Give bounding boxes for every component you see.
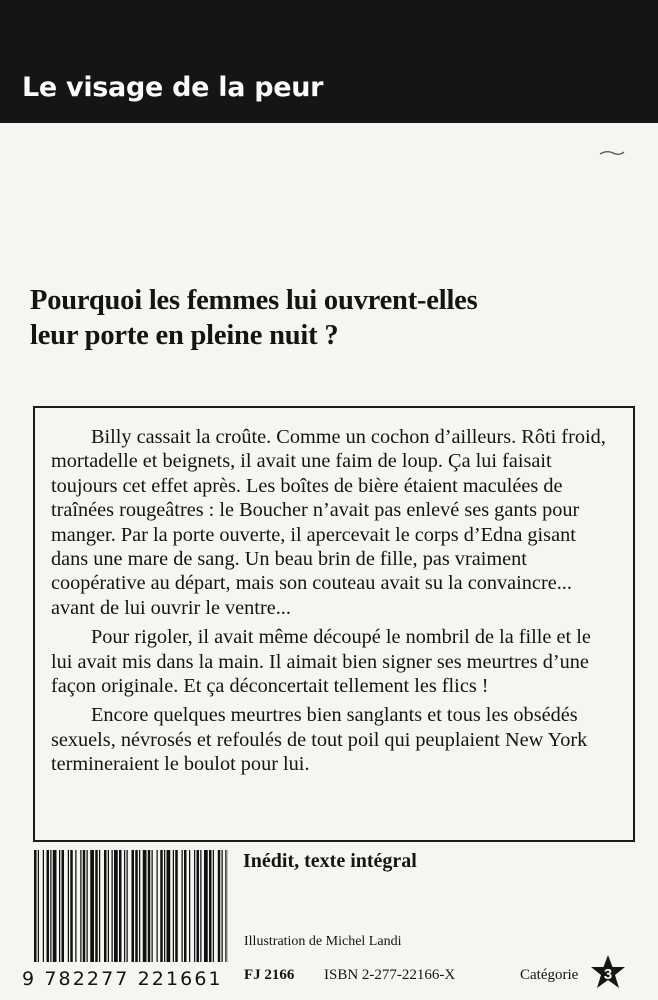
- excerpt-paragraph-3: Encore quelques meurtres bien sanglants et tous les obsédés sexuels, névrosés et refoulés de tout poil qui peuplaient New York termineraient le boulot pour lui.: [51, 704, 588, 776]
- barcode-digits: 9 782277 221661: [22, 968, 223, 990]
- category-star-icon: [590, 954, 626, 990]
- edition-note: Inédit, texte intégral: [243, 850, 417, 872]
- book-title: Le visage de la peur: [22, 72, 324, 103]
- headline-line-1: Pourquoi les femmes lui ouvrent-elles: [30, 285, 478, 316]
- headline-line-2: leur porte en pleine nuit ?: [30, 320, 339, 351]
- excerpt-paragraph-2: Pour rigoler, il avait même découpé le nombril de la fille et le lui avait mis dans la main. Il aimait bien signer ses meurtres d’une façon originale. Et ça déconcertait tellement les flics !: [51, 626, 591, 698]
- illustration-credit: Illustration de Michel Landi: [244, 934, 402, 949]
- title-band: [0, 0, 658, 123]
- print-speck: [598, 148, 626, 158]
- barcode-icon: [34, 850, 228, 962]
- excerpt-paragraph-1: Billy cassait la croûte. Comme un cochon d’ailleurs. Rôti froid, mortadelle et beignets, il avait une faim de loup. Ça lui faisait toujours cet effet après. Les boîtes de bière étaient maculées de traînées rougeâtres : le Boucher n’avait pas enlevé ses gants pour manger. Par la porte ouverte, il apercevait le corps d’Edna gisant dans une mare de sang. Un beau brin de fille, pas vraiment coopérative au départ, mais son couteau avait su la convaincre... avant de lui ouvrir le ventre...: [51, 426, 606, 619]
- headline: [30, 283, 640, 353]
- publication-info: [244, 967, 579, 984]
- barcode-area: [22, 850, 230, 992]
- excerpt-box: [33, 406, 635, 842]
- category-label: Catégorie: [520, 967, 579, 983]
- category-number: 3: [603, 966, 613, 983]
- series-code: FJ 2166: [244, 967, 295, 983]
- isbn: ISBN 2-277-22166-X: [324, 967, 456, 983]
